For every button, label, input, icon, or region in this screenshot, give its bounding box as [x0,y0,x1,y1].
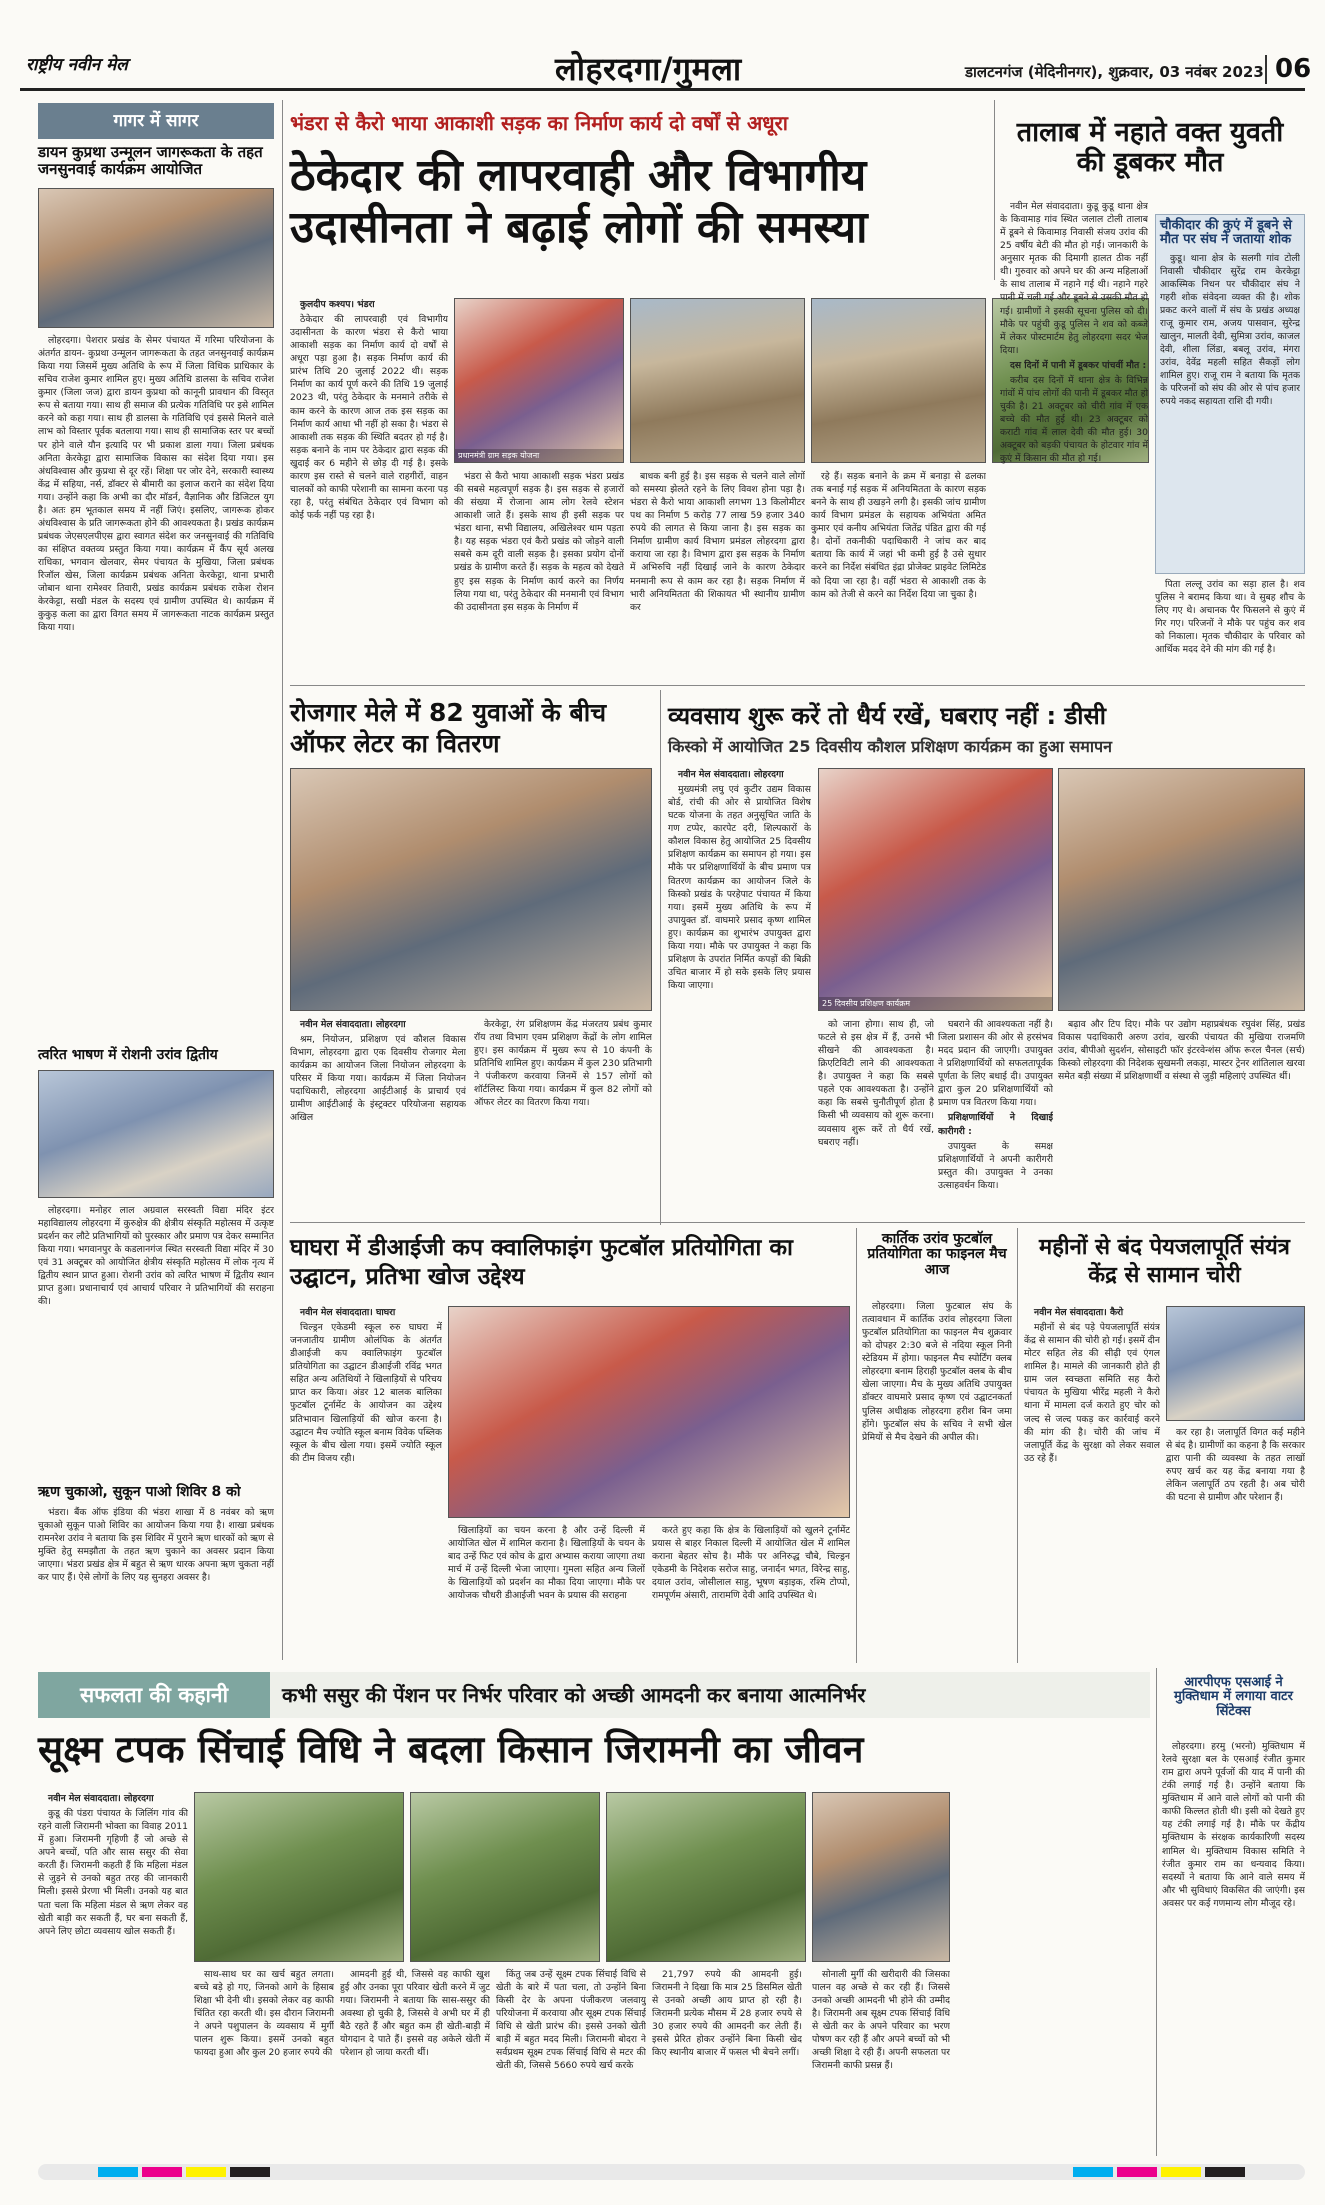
football-photo [448,1306,850,1518]
safalta-col4 [496,1968,646,2153]
rule-mid1 [290,685,1305,686]
safalta-photo1 [194,1792,404,1962]
rojgar-col1 [290,1018,466,1213]
footer-swatch-magenta-right [1117,2167,1157,2177]
safalta-photo4 [812,1792,950,1962]
kiosk-col4 [1058,1018,1305,1213]
safalta-photo2 [410,1792,600,1962]
kiosk-headline: व्यवसाय शुरू करें तो धैर्य रखें, घबराए नहीं : डीसी [668,702,1106,730]
rojgar-byline: नवीन मेल संवाददाता। लोहरदगा [300,1019,406,1030]
water-col2 [1166,1426,1305,1661]
footer-swatch-black-right [1205,2167,1245,2177]
kiosk-byline: नवीन मेल संवाददाता। लोहरदगा [678,769,784,780]
lead-photo-road1 [630,298,805,463]
rule-mid-v2 [856,1228,857,1663]
lead-kicker: भंडरा से कैरो भाया आकाशी सड़क का निर्माण कार्य दो वर्षों से अधूरा [290,111,788,135]
football-byline: नवीन मेल संवाददाता। घाघरा [300,1307,396,1318]
rpf-body [1162,1740,1305,2152]
left-column-label-text: गागर में सागर [113,111,199,131]
safalta-body3: आमदनी हुई थी, जिससे वह काफी खुश हुई और उनका पूरा परिवार खेती करने में जुट गया। जिरामनी ने बताया कि सास-ससुर की अवस्था हो चुकी है, जिससे वे अभी घर में ही बैठे रहते हैं और बहुत कम ही खेती-बाड़ी में योगदान दे पाते हैं। इससे वह अकेले खेती में परेशान हो जाया करती थीं। [340,1969,490,2059]
kiosk-subheadline: किस्को में आयोजित 25 दिवसीय कौशल प्रशिक्षण कार्यक्रम का हुआ समापन [668,737,1112,756]
footer-swatch-black [230,2167,270,2177]
safalta-body5: 21,797 रुपये की आमदनी हुई। जिरामनी ने दिखा कि मात्र 25 डिसमिल खेती से उनको अच्छी आय प्राप्त हो रही है। जिरामनी प्रत्येक मौसम में 28 हजार रुपये से 30 हजार रुपये की आमदनी कर लेती हैं। इससे प्रेरित होकर उन्होंने बिना किसी खेद किए स्थानीय बाजार में फसल भी बेचने लगीं। [652,1969,802,2059]
rule-right [994,100,995,280]
talab-body2: करीब दस दिनों में थाना क्षेत्र के विभिन्न गांवों में पांच लोगों की पानी में डूबकर मौत हो चुकी है। 21 अक्टूबर को चीरी गांव में एक बच्चे की मौत हुई थी। 23 अक्टूबर को कराटी गांव में लाल देवी की मौत हुई। 30 अक्टूबर को बड़की पंचायत के होटवार गांव में कुएं में किसान की मौत हो गई। [1000,374,1148,465]
left-column-label [38,103,274,139]
kiosk-body5: बढ़ाव और टिप दिए। मौके पर उद्योग महाप्रबंधक रघुवंश सिंह, प्रखंड विकास पदाधिकारी अरुण उरांव, खरकी पंचायत की मुखिया राजमणि उरांव, बीपीओ सुदर्शन, सोसाइटी फॉर इंटरवेन्शंस ऑफ रूरल चैनल (सर्च) किस्को लोहरदगा की निदेशक सुखमनी लकड़ा, मास्टर ट्रेनर शांतिलाल खरवा समेत बड़ी संख्या में प्रशिक्षणार्थी व संस्था से जुड़ी महिलाएं उपस्थित थीं। [1058,1019,1305,1083]
chaukidar-tail [1155,578,1305,675]
dayan-headline: डायन कुप्रथा उन्मूलन जागरूकता के तहत जनसुनवाई कार्यक्रम आयोजित [38,143,263,178]
kiosk-col3 [938,1018,1053,1213]
rin-body [38,1506,274,1656]
rpf-body-text: लोहरदगा। हरमु (भरनो) मुक्तिधाम में रेलवे सुरक्षा बल के एसआई रंजीत कुमार राम द्वारा अपने पूर्वजों की याद में पानी की टंकी लगाई गई है। उन्होंने बताया कि मुक्तिधाम में आने वाले लोगों को पानी की काफी किल्लत होती थी। इसी को देखते हुए यह टंकी लगाई गई है। मौके पर केंद्रीय मुक्तिधाम के संरक्षक कार्यकारिणी सदस्य शामिल थे। मुक्तिधाम विकास समिति ने रंजीत कुमार राम का धन्यवाद किया। सदस्यों ने बताया कि आने वाले समय में और भी सुविधाएं विकसित की जाएंगी। इस अवसर पर कई गणमान्य लोग मौजूद रहे। [1162,1741,1305,1909]
kiosk-subhead: प्रशिक्षणार्थियों ने दिखाई कारीगरी : [938,1112,1053,1137]
kiosk-photo-side [1058,768,1305,1011]
talab-col1 [1000,200,1148,675]
rojgar-body1: श्रम, नियोजन, प्रशिक्षण एवं कौशल विकास विभाग, लोहरदगा द्वारा एक दिवसीय रोजगार मेला कार्यक्रम का आयोजन जिला नियोजन लोहरदगा के परिसर में किया गया। कार्यक्रम में जिला नियोजन पदाधिकारी, लोहरदगा आईटीआई के प्राचार्य एवं ग्रामीण आईटीआई के इंस्ट्रक्टर परियोजना सहायक अखिल [290,1034,466,1124]
safalta-col5 [652,1968,802,2153]
roshni-headline: त्वरित भाषण में रोशनी उरांव द्वितीय [38,1048,274,1063]
kiosk-photo-banner: 25 दिवसीय प्रशिक्षण कार्यक्रम [819,997,1052,1010]
safalta-byline: नवीन मेल संवाददाता। लोहरदगा [48,1793,154,1804]
chaukidar-body-text: कुडू। थाना क्षेत्र के सलगी गांव टोली निवासी चौकीदार सुरेंद्र राम केरकेट्टा आकस्मिक निधन पर चौकीदार संघ ने गहरी शोक संवेदना व्यक्त की है। शोक प्रकट करने वालों में संघ के प्रखंड अध्यक्ष राजू कुमार राम, अजय पासवान, सुरेन्द्र खालुन, मालती देवी, सुमित्रा उरांव, काजल देवी, शीला लिंडा, बबलू उरांव, मंगरा उरांव, देवेंद्र महली सहित सैकड़ों लोग शामिल हुए। राजू राम ने बताया कि मृतक के परिजनों को संघ की ओर से पांच हजार रुपये नकद सहायता राशि दी गयी। [1160,252,1300,408]
rule-left [282,100,283,1660]
safalta-body2: साथ-साथ घर का खर्च बहुत लगता। बच्चे बड़े हो गए, जिनको आगे के हिसाब शिक्षा भी देनी थी। इसको लेकर वह काफी चिंतित रहा करती थी। इस दौरान जिरामनी ने अपने पशुपालन के व्यवसाय में मुर्गी पालन शुरू किया। इसमें उनको बहुत फायदा हुआ और कुल 20 हजार रुपये की [194,1969,334,2059]
chaukidar-headline: चौकीदार की कुएं में डूबने से मौत पर संघ ने जताया शोक [1160,218,1292,248]
lead-col1 [290,298,448,673]
roshni-body [38,1204,274,1474]
safalta-col3 [340,1968,490,2153]
football-body3: करते हुए कहा कि क्षेत्र के खिलाड़ियों को खुलने टूर्नामेंट प्रयास से बाहर निकाल दिल्ली में आयोजित खेल में शामिल कराना बेहतर सोच है। मौके पर अनिरुद्ध चौबे, चिल्ड्रन एकेडमी के निदेशक सरोज साहु, जनार्दन भगत, विरेन्द्र साहु, दयाल उरांव, जोसीलाल साहु, भूषण बड़ाइक, रश्मि टोप्पो, रामपूर्णम अंसारी, तारामणि देवी आदि उपस्थित थे। [652,1525,850,1602]
safalta-kicker: कभी ससुर की पेंशन पर निर्भर परिवार को अच्छी आमदनी कर बनाया आत्मनिर्भर [282,1683,866,1707]
lead-photo-road2 [811,298,986,463]
safalta-photo3 [606,1792,806,1962]
lead-col2 [454,470,624,675]
talab-subhead: दस दिनों में पानी में डूबकर पांचवीं मौत : [1010,359,1147,371]
safalta-headline: सूक्ष्म टपक सिंचाई विधि ने बदला किसान जिरामनी का जीवन [38,1728,864,1771]
kiosk-col1 [668,768,811,1213]
football-headline: घाघरा में डीआईजी कप क्वालिफाइंग फुटबॉल प्रतियोगिता का उद्घाटन, प्रतिभा खोज उद्देश्य [290,1235,793,1291]
kartik-body-text: लोहरदगा। जिला फुटबाल संघ के तत्वावधान में कार्तिक उरांव लोहरदगा जिला फुटबॉल प्रतियोगिता का फाइनल मैच शुक्रवार को दोपहर 2:30 बजे से नदिया स्कूल निनी स्टेडियम में होगा। फाइनल मैच स्पोर्टिंग क्लब लोहरदगा बनाम हिराही फुटबॉल क्लब के बीच खेला जाएगा। मैच के मुख्य अतिथि उपायुक्त डॉक्टर वाघमारे प्रसाद कृष्ण एवं उद्घाटनकर्ता पुलिस अधीक्षक लोहरदगा हरीश बिन जमा होंगे। फुटबॉल संघ के सचिव ने सभी खेल प्रेमियों से मैच देखने की अपील की। [862,1301,1012,1443]
page-number: 06 [1265,55,1311,84]
dayan-body-text: लोहरदगा। पेशरार प्रखंड के सेमर पंचायत में गरिमा परियोजना के अंतर्गत डायन- कुप्रथा उन्मूलन जागरूकता के तहत जनसुनवाई कार्यक्रम किया गया जिसमें मुख्य अतिथि के रूप में जिला विधिक प्राधिकार के सचिव राजेश कुमार शामिल हुए। मुख्य अतिथि डालसा के सचिव राजेश कुमार (जिला जज) द्वारा डायन कुप्रथा को कानूनी प्रावधान की विस्तृत रूप से बताया गया। साथ ही समाज की प्रत्येक गतिविधि पर इसे शामिल करने को कहा गया। साथ ही डालसा के गतिविधि एवं इससे मिलने वाले लाभ को विस्तार पूर्वक बतलाया गया। साथ ही सामाजिक स्तर पर बच्चों पर होने वाले यौन इत्यादि पर भी प्रकाश डाला गया। जिला प्रबंधक अनिता केरकेट्टा द्वारा सामाजिक विकास का संदेश दिया गया। इस अंधविश्वास और कुप्रथा से दूर रहें। शिक्षा पर जोर देने, सरकारी स्वास्थ्य केंद्र में सहिया, नर्स, डॉक्टर से बीमारी का इलाज कराने का संदेश दिया गया। उन्होंने कहा कि अभी का दौर मॉडर्न, वैज्ञानिक और डिजिटल युग है। अतः हम भूतकाल समय में नहीं जिएं। इसलिए, जागरूक होकर अंधविश्वास के प्रति जागरूकता होने की आवश्यकता है। प्रखंड कार्यक्रम प्रबंधक जेएसएलपीएस द्वारा स्वागत संदेश कर जनसुनवाई की गतिविधि का संक्षिप्त वक्तव्य प्रस्तुत किया गया। कार्यक्रम में कैंप सूर्य अलख राधिका, भगवान खेलवार, सेमर पंचायत के मुखिया, जिला प्रबंधक रिजॉल खेस, जिला कार्यक्रम प्रबंधक अनिता केरकेट्टा, थाना प्रभारी जोबान थाना रामेश्वर तिवारी, प्रखंड कार्यक्रम प्रबंधक राकेश रोशन केरकेट्टा, सखी मंडल के सदस्य एवं ग्रामीण उपस्थित थे। कार्यक्रम में कुकुड़ कला का द्वारा विगत समय में जागरूकता नाटक कार्यक्रम प्रस्तुत किया गया। [38,335,274,634]
masthead-date: डालटनगंज (मेदिनीनगर), शुक्रवार, 03 नवंबर 2023 [965,63,1264,81]
football-col2 [448,1524,645,1661]
rojgar-col2 [474,1018,652,1213]
lead-body1: ठेकेदार की लापरवाही एवं विभागीय उदासीनता के कारण भंडरा से कैरो भाया आकाशी सड़क का निर्माण कार्य दो वर्षों से अधूरा पड़ा हुआ है। सड़क निर्माण कार्य की प्रारंभ तिथि 20 जुलाई 2022 थी। सड़क निर्माण का कार्य पूर्ण करने की तिथि 19 जुलाई 2023 थी, परंतु ठेकेदार के मनमाने तरीके से काम करने के कारण आज तक इस सड़क का निर्माण कार्य आधा भी नहीं हो सका है। भंडरा से आकाशी तक सड़क की स्थिति बदतर हो गई है। सड़क बनाने के नाम पर ठेकेदार द्वारा सड़क की खुदाई कर 6 महीने से छोड़ दी गई है। इसके कारण इस रास्ते से चलने वाले राहगीरों, वाहन चालकों को काफी परेशानी का सामना करना पड़ रहा है, परंतु संबंधित ठेकेदार एवं विभाग को कोई फर्क नहीं पड़ रहा है। [290,314,448,521]
safalta-body6: सोनाली मुर्गी की खरीदारी की जिसका पालन वह अच्छे से कर रही हैं। जिससे उनको अच्छी आमदनी भी होने की उम्मीद है। जिरामनी अब सूक्ष्म टपक सिंचाई विधि से खेती कर के अपने परिवार का भरण पोषण कर रही हैं और अपने बच्चों को भी अच्छी शिक्षा दे रही हैं। अपनी सफलता पर जिरामनी काफी प्रसन्न हैं। [812,1969,950,2072]
rin-body-text: भंडरा। बैंक ऑफ इंडिया की भंडरा शाखा में 8 नवंबर को ऋण चुकाओ सुकून पाओ शिविर का आयोजन किया गया है। शाखा प्रबंधक रामनरेश उरांव ने बताया कि इस शिविर में पुराने ऋण धारकों को ऋण से मुक्ति हेतु समझौता के तहत ऋण चुकाने का अवसर प्रदान किया जाएगा। भंडरा प्रखंड क्षेत्र में बहुत से ऋण धारक अपना ऋण चुकता नहीं कर पाए हैं। ऐसे लोगों के लिए यह सुनहरा अवसर है। [38,1507,274,1584]
safalta-body4: किंतु जब उन्हें सूक्ष्म टपक सिंचाई विधि से खेती के बारे में पता चला, तो उन्होंने बिना किसी देर के अपना पंजीकरण जलवायु परियोजना में करवाया और सूक्ष्म टपक सिंचाई विधि से खेती प्रारंभ की। इससे उनको खेती बाड़ी में बहुत मदद मिली। जिरामनी बोदरा ने सर्वप्रथम सूक्ष्म टपक सिंचाई विधि से मटर की खेती की, जिससे 5660 रुपये खर्च करके [496,1969,646,2072]
lead-photo-board [454,298,624,463]
lead-col3 [630,470,805,675]
water-col1 [1024,1306,1160,1661]
masthead [20,12,1312,90]
lead-body3: बाधक बनी हुई है। इस सड़क से चलने वाले लोगों को समस्या झेलते रहने के लिए विवश होना पड़ा है। भंडरा से कैरो भाया आकाशी लगभग 13 किलोमीटर पथ का निर्माण 5 करोड़ 77 लाख 59 हजार 340 रुपये की लागत से किया जाना है। इस सड़क का निर्माण ग्रामीण कार्य विभाग प्रमंडल लोहरदगा द्वारा कराया जा रहा है। विभाग द्वारा इस सड़क के निर्माण में अभिरुचि नहीं दिखाई जाने के कारण ठेकेदार मनमानी रूप से काम कर रहा है। सड़क निर्माण में भारी अनियमितता की शिकायत भी स्थानीय ग्रामीण कर [630,471,805,613]
rojgar-headline: रोजगार मेले में 82 युवाओं के बीच ऑफर लेटर का वितरण [290,698,607,758]
chaukidar-box [1155,214,1305,574]
roshni-body-text: लोहरदगा। मनोहर लाल अग्रवाल सरस्वती विद्या मंदिर इंटर महाविद्यालय लोहरदगा में कुरुक्षेत्र की क्षेत्रीय संस्कृति महोत्सव में उत्कृष्ट प्रदर्शन कर लौटे प्रतिभागियों को पुरस्कार और प्रमाण पत्र देकर सम्मानित किया गया। भगवानपुर के कडलानगंज स्थित सरस्वती विद्या मंदिर में 30 एवं 31 अक्टूबर को आयोजित क्षेत्रीय संस्कृति महोत्सव में लोक नृत्य में द्वितीय स्थान प्राप्त हुआ। रोशनी उरांव को त्वरित भाषण में द्वितीय स्थान प्राप्त हुआ। प्रधानाचार्य एवं आचार्य परिवार ने प्रतिभागियों की सराहना की। [38,1205,274,1308]
safalta-col2 [194,1968,334,2153]
water-body1: महीनों से बंद पड़े पेयजलापूर्ति संयंत्र केंद्र से सामान की चोरी हो गई। इसमें दीन मोटर सहित लेड की सीढ़ी एवं एंगल शामिल है। मामले की जानकारी होते ही ग्राम जल स्वच्छता समिति सह कैरो पंचायत के मुखिया भीरेंद्र महली ने कैरो थाना में मामला दर्ज कराते हुए चोर को जल्द से जल्द पकड़ कर कार्रवाई करने की मांग की है। चोरी की जांच में जलापूर्ति केंद्र के सुरक्षा को लेकर सवाल उठ रहे हैं। [1024,1322,1160,1464]
lead-headline: ठेकेदार की लापरवाही और विभागीय उदासीनता ने बढ़ाई लोगों की समस्या [290,150,868,253]
water-byline: नवीन मेल संवाददाता। कैरो [1034,1307,1124,1318]
rule-mid-v1 [660,690,661,1225]
kiosk-body1: मुख्यमंत्री लघु एवं कुटीर उद्यम विकास बोर्ड, रांची की ओर से प्रायोजित विशेष घटक योजना के तहत अनुसूचित जाति के गण टप्पेर, कारपेट दरी, शिल्पकारों के कौशल विकास हेतु आयोजित 25 दिवसीय प्रशिक्षण कार्यक्रम का समापन हो गया। इस मौके पर प्रशिक्षणार्थियों के बीच प्रमाण पत्र वितरण कार्यक्रम का आयोजन जिले के किस्को प्रखंड के परहेपाट पंचायत में किया गया। इसमें मुख्य अतिथि के रूप में उपायुक्त डॉ. वाघमारे प्रसाद कृष्ण शामिल हुए। कार्यक्रम का शुभारंभ उपायुक्त द्वारा किया गया। मौके पर उपायुक्त ने कहा कि प्रशिक्षण के उपरांत निर्मित कपड़ों की बिक्री उचित बाजार में हो सके इसके लिए प्रयास किया जाएगा। [668,784,811,991]
kiosk-photo-main [818,768,1053,1011]
rule-mid2 [290,1222,1305,1223]
roshni-photo [38,1070,274,1198]
footer-swatch-cyan-right [1073,2167,1113,2177]
chaukidar-body [1160,252,1300,522]
rojgar-body2: केरकेट्टा, रंग प्रशिक्षणम केंद्र मंजरतय प्रबंध कुमार रॉय तथा विभाग एवम प्रशिक्षण केंद्रों के लोग शामिल हुए। इस कार्यक्रम में मुख्य रूप से 10 कंपनी के प्रतिनिधि शामिल हुए। कार्यक्रम में कुल 230 प्रतिभागी ने पंजीकरण करवाया जिनमें से 157 लोगों को शॉर्टलिस्ट किया गया। कार्यक्रम में कुल 82 लोगों को ऑफर लेटर का वितरण किया गया। [474,1019,652,1109]
safalta-label-text: सफलता की कहानी [79,1683,229,1707]
water-photo [1166,1306,1305,1421]
water-headline: महीनों से बंद पेयजलापूर्ति संयंत्र केंद्र से सामान चोरी [1039,1235,1290,1288]
football-col3 [652,1524,850,1661]
lead-photo-board-caption: प्रधानमंत्री ग्राम सड़क योजना [455,449,623,462]
kiosk-body2: को जाना होगा। साथ ही, जो फटले से इस क्षेत्र में हैं, उनसे भी सीखने की आवश्यकता है। क्रिएटिविटी लाने की आवश्यकता है। उपायुक्त ने कहा कि सबसे पहले एक आवश्यकता है। उन्होंने कहा कि सबसे चुनौतीपूर्ण होता है किसी भी व्यवसाय को शुरू करना। व्यवसाय शुरू करें तो धैर्य रखें, घबराए नहीं। [818,1019,934,1148]
football-body2: खिलाड़ियों का चयन करना है और उन्हें दिल्ली में आयोजित खेल में शामिल कराना है। खिलाड़ियों के चयन के बाद उन्हें फिट एवं कोच के द्वारा अभ्यास कराया जाएगा तथा मार्च में उन्हें दिल्ली भेजा जाएगा। गुमला सहित अन्य जिलों के खिलाड़ियों को प्रदर्शन का मौका दिया जाएगा। मौके पर आयोजक चौधरी डीआईजी भवन के प्रयास की सराहना [448,1525,645,1602]
masthead-rule [20,88,1305,91]
footer-swatch-magenta [142,2167,182,2177]
talab-body1: नवीन मेल संवाददाता। कुडू कुडू थाना क्षेत्र के किवामाड़ गांव स्थित जलाल टोली तालाब में डूबने से किवामाड़ निवासी संजय उरांव की 25 वर्षीय बेटी की मौत हो गई। जानकारी के अनुसार मृतक की दिमागी हालत ठीक नहीं थी। गुरुवार को अपने घर की अन्य महिलाओं के साथ तालाब में नहाने गई थी। नहाने गहरे पानी में चली गई और डूबने से उसकी मौत हो गई। ग्रामीणों ने इसकी सूचना पुलिस को दी। मौके पर पहुंची कुडू पुलिस ने शव को कब्जे में लेकर पोस्टमार्टम हेतु लोहरदगा सदर भेज दिया। [1000,201,1148,356]
footer-swatch-yellow-right [1161,2167,1201,2177]
lead-byline: कुलदीप कश्यप। भंडरा [300,299,375,310]
dayan-photo [38,188,274,328]
kiosk-body4: उपायुक्त के समक्ष प्रशिक्षणार्थियों ने अपनी कारीगरी प्रस्तुत की। उपायुक्त ने उनका उत्साहवर्धन किया। [938,1140,1053,1191]
kiosk-body3: घबराने की आवश्यकता नहीं है। जिला प्रशासन की ओर से हरसंभव मदद प्रदान की जाएगी। उपायुक्त ने प्रशिक्षणार्थियों को सफलतापूर्वक पूर्णता के लिए बधाई दी। उपायुक्त द्वारा कुल 20 प्रशिक्षणार्थियों को प्रमाण पत्र वितरण किया गया। [938,1019,1053,1109]
kiosk-col2 [818,1018,934,1213]
rojgar-photo [290,768,652,1011]
footer-swatch-cyan [98,2167,138,2177]
lead-body4: रहे हैं। सड़क बनाने के क्रम में बनाड़ा से ढलका तक बनाई गई सड़क में अनियमितता के कारण सड़क बनने के साथ ही उखड़ने लगी है। इसकी जांच ग्रामीण कार्य विभाग प्रमंडल के सहायक अभियंता अमित कुमार एवं कनीय अभियंता जितेंद्र पंडित द्वारा की गई है। दोनों तकनीकी पदाधिकारी ने जांच कर बाद बताया कि कार्य में जहां भी कमी हुई है उसे सुधार करने का निर्देश संबंधित इंद्रा प्रोजेक्ट प्राइवेट लिमिटेड को दिया जा रहा है। वहीं भंडरा से आकाशी तक के काम को तेजी से करने का निर्देश दिया जा चुका है। [811,471,986,600]
chaukidar-tail-text: पिता लल्लू उरांव का सड़ा हाल है। शव पुलिस ने बरामद किया था। वे सुबह शौच के लिए गए थे। अचानक पैर फिसलने से कुएं में गिर गए। परिजनों ने मौके पर पहुंच कर शव को निकाला। मृतक चौकीदार के परिवार को आर्थिक मदद देने की मांग की गई है। [1155,579,1305,656]
safalta-body1: कुडू की पंडरा पंचायत के जिलिंग गांव की रहने वाली जिरामनी भोक्ता का विवाह 2011 में हुआ। जिरामनी गृहिणी हैं जो अच्छे से अपने बच्चों, पति और सास ससुर की सेवा करती हैं। जिरामनी कहती हैं कि महिला मंडल से जुड़ने से उनको बहुत तरह की जानकारी मिली। इससे प्रेरणा भी मिली। उनको यह बात पता चला कि महिला मंडल से ऋण लेकर वह खेती बाड़ी कर सकती हैं, घर बना सकती हैं, अपने लिए छोटा व्यवसाय खोल सकती हैं। [38,1808,188,1937]
dayan-body [38,334,274,1104]
water-body2: कर रहा है। जलापूर्ति विगत कई महीने से बंद है। ग्रामीणों का कहना है कि सरकार द्वारा पानी की व्यवस्था के तहत लाखों रुपए खर्च कर यह केंद्र बनाया गया है लेकिन जलापूर्ति ठप रहती है। अब चोरी की घटना से ग्रामीण और परेशान हैं। [1166,1427,1305,1504]
rule-mid-v3 [1017,1228,1018,1663]
safalta-col1 [38,1792,188,2152]
lead-body2: भंडरा से कैरो भाया आकाशी सड़क भंडरा प्रखंड की सबसे महत्वपूर्ण सड़क है। इस सड़क से हजारों की संख्या में रोजाना आम लोग रेलवे स्टेशन आकाशी जाते हैं। इसके साथ ही इसी सड़क पर भंडरा थाना, सभी विद्यालय, अखिलेश्वर धाम पड़ता है। यह सड़क भंडरा एवं कैरो प्रखंड को जोड़ने वाली सबसे कम दूरी वाली सड़क है। इसका प्रयोग दोनों प्रखंड के ग्रामीण करते हैं। सड़क के महत्व को देखते हुए इस सड़क के निर्माण कार्य करने का निर्णय लिया गया था, परंतु ठेकेदार की मनमानी एवं विभाग की उदासीनता इस सड़क के निर्माण में [454,471,624,613]
rule-bottom-v [1156,1668,1157,2156]
kartik-body [862,1300,1012,1661]
footer-registration-bar [38,2164,1305,2180]
masthead-section: लोहरदगा/गुमला [555,50,742,88]
masthead-logo: राष्ट्रीय नवीन मेल [26,55,128,75]
talab-headline: तालाब में नहाते वक्त युवती की डूबकर मौत [1016,117,1284,178]
safalta-col6 [812,1968,950,2153]
rin-headline: ऋण चुकाओ, सुकून पाओ शिविर 8 को [38,1484,241,1500]
lead-col4 [811,470,986,675]
safalta-label [38,1672,270,1718]
football-body1: चिल्ड्रन एकेडमी स्कूल रुरु घाघरा में जनजातीय ग्रामीण ओलंपिक के अंतर्गत डीआईजी कप क्वालिफाइंग फुटबॉल प्रतियोगिता का उद्घाटन डीआईजी रविंद्र भगत सहित अन्य अतिथियों ने खिलाड़ियों से परिचय प्राप्त कर किया। अंडर 12 बालक बालिका फुटबॉल टूर्नामेंट के आयोजन का उद्देश्य प्रतिभावान खिलाड़ियों की खोज करना है। उद्घाटन मैच ज्योति स्कूल बनाम विवेक पब्लिक स्कूल के बीच खेला गया। इसमें ज्योति स्कूल की टीम विजय रही। [290,1322,442,1464]
rpf-headline: आरपीएफ एसआई ने मुक्तिधाम में लगाया वाटर सिंटेक्स [1174,1675,1293,1719]
kartik-headline: कार्तिक उरांव फुटबॉल प्रतियोगिता का फाइनल मैच आज [867,1231,1007,1278]
football-col1 [290,1306,442,1661]
footer-swatch-yellow [186,2167,226,2177]
